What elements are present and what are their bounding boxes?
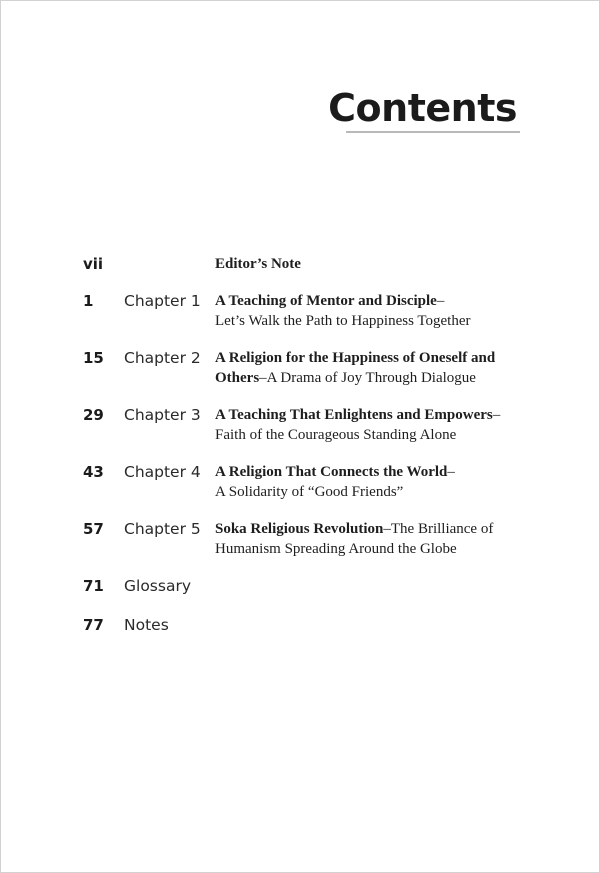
toc-entry-title [215, 462, 535, 502]
toc-title-line [215, 519, 535, 539]
toc-title-line [215, 539, 535, 559]
toc-page-number: 43 [83, 463, 104, 481]
toc-title-line [215, 425, 535, 445]
toc-title-regular: Let’s Walk the Path to Happiness Together [215, 313, 471, 329]
toc-page-number: 77 [83, 616, 104, 634]
toc-page-number: 57 [83, 520, 104, 538]
toc-title-regular: – [447, 464, 455, 480]
toc-title-regular: – [436, 293, 445, 309]
toc-chapter-label: Glossary [124, 577, 191, 595]
toc-title-bold: A Teaching of Mentor and Disciple [215, 293, 437, 309]
toc-page-number: vii [83, 255, 104, 273]
toc-entry-title [215, 519, 535, 559]
toc-chapter-label: Chapter 1 [124, 292, 201, 310]
toc-title-bold: Editor’s Note [215, 256, 301, 272]
toc-title-regular: –A Drama of Joy Through Dialogue [259, 370, 476, 386]
toc-title-line [215, 405, 535, 425]
toc-entry-title [215, 405, 535, 445]
toc-title-line [215, 482, 535, 502]
toc-title-line [215, 462, 535, 482]
toc-title-regular: – [492, 407, 501, 423]
toc-title-line [215, 311, 535, 331]
toc-chapter-label: Chapter 2 [124, 349, 201, 367]
toc-title-bold: A Teaching That Enlightens and Empowers [215, 407, 493, 423]
toc-entry-title [215, 291, 535, 331]
toc-chapter-label: Chapter 3 [124, 406, 201, 424]
toc-entry-title [215, 254, 535, 274]
toc-chapter-label: Chapter 5 [124, 520, 201, 538]
toc-page-number: 29 [83, 406, 104, 424]
toc-title-line [215, 348, 535, 368]
toc-title-line [215, 291, 535, 311]
toc-title-bold: Soka Religious Revolution [215, 521, 384, 537]
toc-title-regular: Humanism Spreading Around the Globe [215, 541, 457, 557]
toc-chapter-label: Chapter 4 [124, 463, 201, 481]
toc-entry-title [215, 348, 535, 388]
page-title: Contents [328, 86, 517, 130]
toc-title-line [215, 368, 535, 388]
toc-title-regular: –The Brilliance of [383, 521, 494, 537]
toc-page-number: 1 [83, 292, 94, 310]
toc-title-regular: A Solidarity of “Good Friends” [215, 484, 404, 500]
toc-page-number: 71 [83, 577, 104, 595]
toc-chapter-label: Notes [124, 616, 169, 634]
toc-title-bold: A Religion That Connects the World [215, 464, 448, 480]
title-underline [346, 131, 520, 133]
toc-title-line [215, 254, 535, 274]
toc-page-number: 15 [83, 349, 104, 367]
toc-title-bold: Others [215, 370, 260, 386]
toc-title-bold: A Religion for the Happiness of Oneself and [215, 350, 496, 366]
toc-title-regular: Faith of the Courageous Standing Alone [215, 427, 457, 443]
